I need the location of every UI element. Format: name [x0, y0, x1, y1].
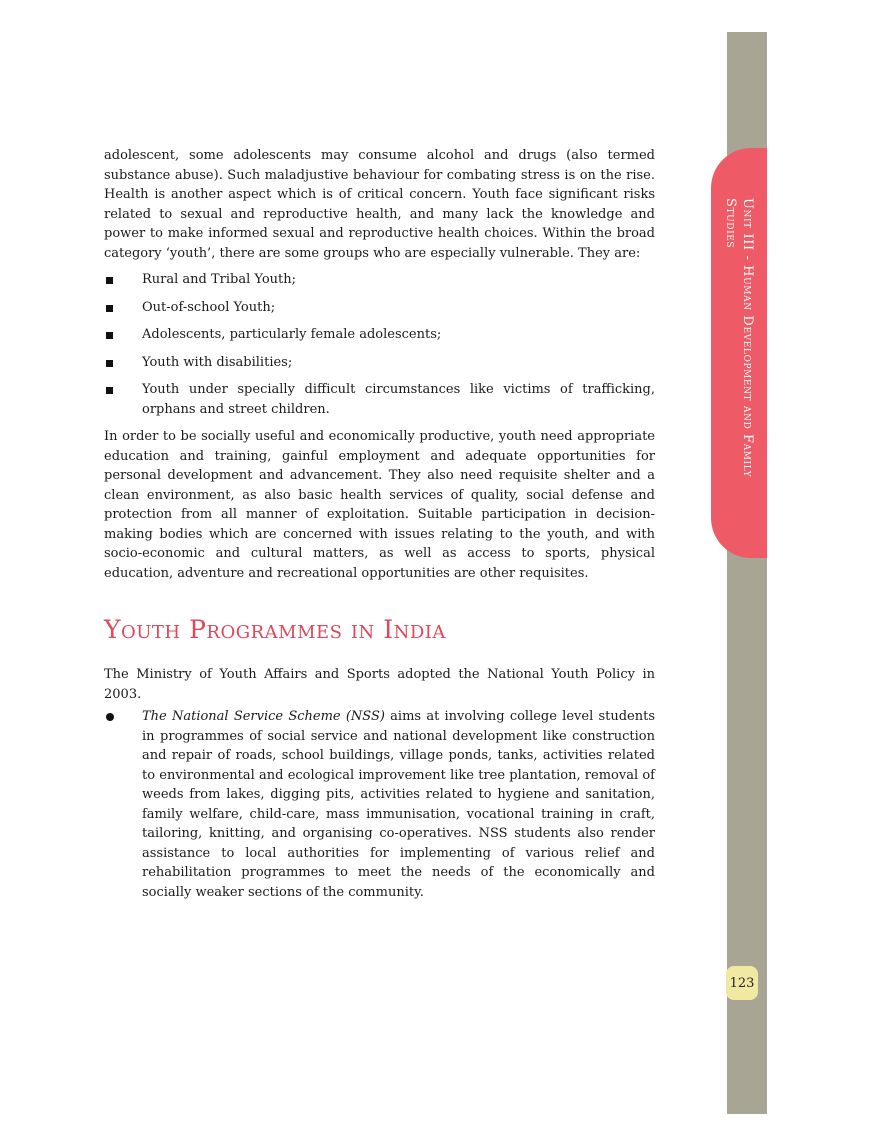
list-item — [104, 325, 655, 345]
page-number: 123 — [726, 966, 758, 1000]
list-item-text: Youth under specially difficult circumstances like victims of trafficking, orphans and street children. — [142, 382, 655, 417]
square-bullet-icon — [106, 387, 113, 394]
page-content — [104, 146, 655, 902]
list-item — [104, 380, 655, 419]
list-item-text: Rural and Tribal Youth; — [142, 272, 297, 287]
square-bullet-icon — [106, 360, 113, 367]
list-item-text: Out-of-school Youth; — [142, 299, 276, 315]
round-bullet-icon — [106, 713, 114, 721]
vulnerable-groups-list — [104, 270, 655, 419]
list-item — [104, 707, 655, 902]
unit-label-container — [711, 148, 767, 558]
square-bullet-icon — [106, 305, 113, 312]
list-item-text: Youth with disabilities; — [142, 354, 293, 370]
policy-paragraph: The Ministry of Youth Affairs and Sports adopted the National Youth Policy in 2003. — [104, 667, 655, 702]
programmes-list — [104, 707, 655, 902]
section-heading: Youth Programmes in India — [104, 615, 446, 644]
list-item — [104, 298, 655, 318]
list-item — [104, 353, 655, 373]
square-bullet-icon — [106, 332, 113, 339]
programme-text: aims at involving college level students in programmes of social service and national development like construction and repair of roads, school buildings, village ponds, tanks, activities related to environmental and ecological improvement like tree plantation, removal of weeds from lakes, digging pits, activities related to hygiene and sanitation, family welfare, child-care, mass immunisation, vocational training in craft, tailoring, knitting, and organising co-operatives. NSS students also render assistance to local authorities for implementing of various relief and rehabilitation programmes to meet the needs of the economically and socially weaker sections of the community. — [142, 709, 656, 900]
square-bullet-icon — [106, 277, 113, 284]
list-item — [104, 270, 655, 290]
intro-paragraph: adolescent, some adolescents may consume alcohol and drugs (also termed substance abuse). Such maladjustive behaviour for combating stress is on the rise. Health is another aspect which is of critical concern. Youth face significant risks related to sexual and reproductive health, and many lack the knowledge and power to make informed sexual and reproductive health choices. Within the broad category ‘youth’, there are some groups who are especially vulnerable. They are: — [104, 148, 655, 261]
needs-paragraph: In order to be socially useful and economically productive, youth need appropriate education and training, gainful employment and adequate opportunities for personal development and advancement. They also need requisite shelter and a clean environment, as also basic health services of quality, social defense and protection from all manner of exploitation. Suitable participation in decision-making bodies which are concerned with issues relating to the youth, and with socio-economic and cultural matters, as well as access to sports, physical education, adventure and recreational opportunities are other requisites. — [104, 429, 655, 581]
programme-name: The National Service Scheme (NSS) — [142, 709, 385, 724]
list-item-text: Adolescents, particularly female adolescents; — [142, 327, 442, 342]
unit-label: Unit III - Human Development and Family Studies — [723, 198, 755, 478]
